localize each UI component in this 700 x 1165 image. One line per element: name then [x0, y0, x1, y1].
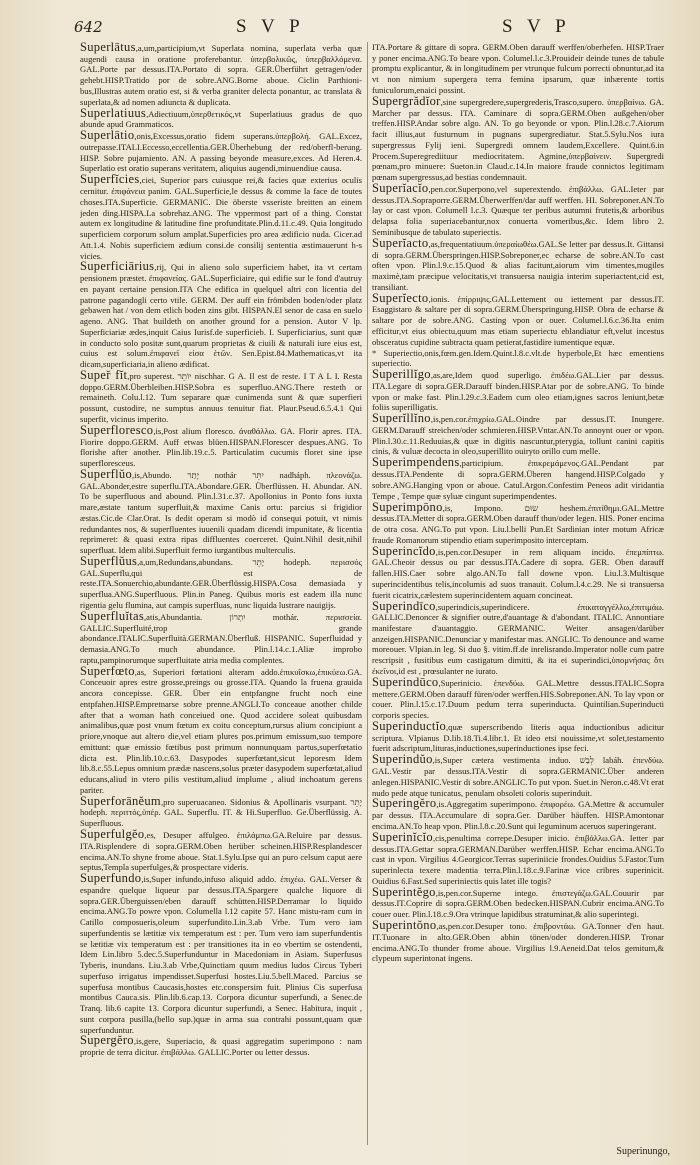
entry-text: ,participium. ἐπικρεμάμενος.GAL.Pendant par dessus.ITA.Pendente di sopra.GERM.Überen hangend.HISP.Colgado y sobre.ANG.Hanging vpon or aboue. Catul.Argon.Confestim Peneos adit viridantia Tempe , Tempe quæ syluæ cingunt superimpendentes.	[372, 458, 664, 501]
entry-headword: Superindīco	[372, 598, 436, 613]
dictionary-entry	[372, 348, 664, 369]
entry-headword: Superfundo	[80, 871, 142, 886]
dictionary-entry	[372, 829, 664, 887]
dictionary-entry	[80, 105, 362, 130]
dictionary-entry	[372, 42, 664, 96]
left-running-head: S V P	[236, 16, 305, 37]
dictionary-entry	[372, 718, 664, 754]
dictionary-entry	[80, 873, 362, 1035]
entry-text: ,rij, Qui in alieno solo superficiem habet, ita vt certam pensionem præstet. ἐπιφανείας. GAL.Superficiaire, qui edifie sur le fond d'autruy en payant certaine pension.ITA Che edifica in quelquel altri con licentia del patrone pagandogli certo vtile. GERM. Der auff ein frömbden boden/oder platz gebawen hat / von dem etlich boden zins gibt. HISPAN.El senor de casa en suelo ageno. ANG. That buildeth on another ground for a pension. Autor V lp. Superficiariæ ædes,inquit Caius Iurisf.de superficieb. I. Superficiarius, sunt quæ in conducto solo positæ sunt,quarum proprietas & ciuili & naturali iure eius est, cuius est solum.ἐπιφανεῖ εἰσα ἐτῶν. Sen.Epist.84.Mathematicas,vt ita dicam,superficiaria,in alieno ædificat.	[80, 262, 362, 370]
page-header	[60, 14, 676, 40]
entry-text: ,as,are,Idem quod superligo. ἐπιδέω.GAL.Lier par dessus. ITA.Legare di sopra.GER.Darauff binden.HISP.Atar por de sobre.ANG. To binde vpon or make fast. Plin.l.29.c.3.Eadem cum oleo etiam,ignes sacros leniunt,betæ foliis superilligatis.	[372, 370, 664, 413]
entry-text: ITA.Portare & gittare di sopra. GERM.Oben darauff werffen/oberhefen. HISP.Traer y poner encima.ANG.To beare vpon. Columel.l.c.3.Prouideir deinde tunes de tabule promptu explicantur, & in longitudinem per vtrunque fulcum porrecti obnuntur,ad ita vt non nimium supergera terra femina ipsarum, quæ inhærente tortis funiculorum,enaici possint.	[372, 42, 664, 95]
dictionary-entry	[372, 413, 664, 457]
entry-text: ,Adiectiuum,ὑπερθετικός,vt Superlatiuus gradus de quo abunde apud Grammaticos.	[80, 108, 362, 130]
entry-headword: Superfĭcies	[80, 172, 140, 187]
entry-headword: Superintŏno	[372, 918, 437, 933]
entry-text: ,is.Aggregatim superimpono. ἐπιφορέω. GA.Mettre & accumuler par dessus. ITA.Accumulare di sopra.Ger. Darüber häuffen. HISP.Amontonar encima.AN.To heap vpon. Plin.l.8.c.20.Sunt qui leguminum aceruos superingerant.	[372, 799, 664, 831]
entry-headword: Superintĕgo	[372, 884, 436, 899]
column-divider	[367, 42, 368, 1145]
entry-headword: Superĭacto	[372, 235, 429, 250]
entry-text: ,is,Super infundo,infuso aliquid addo. ἐπιχέω. GAL.Verser & espandre quelque liqueur par dessus.ITA.Spargere qualche liquore di sopra.GER.Überguissen/eben darauff schütten.HISP.Derramar lo liquido encima.ANG.To powre vpon. Columella l.12 capite 57. Hanc mistu-ram cum in Catillo composueris,oleum superfundito.Lin.3.ab Vrbe. Tum vero iam superfundentis se lætitiæ vix temperatum est : per. Tum vero iam superfundentis se lætitiæ vix temperatum est : per transitiones ita in eo vbertim se ostendenti, Idem Lin.libro 5.dec.5.Superfunduntur in Macedoniam in Asiam. Superfusus Tyberis, inundans. Liu.3.ab Vrbe,Quinctiam quum medius ludos Circus Tyberi superfuso irrigatus impendisset.Superfusi hostes.Liu.5.bell.Maced. Parcius se superfusa montibus Caucasis,hostes etc.conspersim fuit. Plinius Cis superfusa montibus Cauca.sis. Plin.lib.6.cap.13. Corpora dicuntur superfundi, a Senec.de Tranq. lib.6 capite 13. Corpora dicuntur superfundi, a Senec. Habitura, inquit , sunt corpora pusilla,(bello sup.)quæ in arma sua contrahi possunt,quam quæ superfunduntur.	[80, 874, 362, 1035]
entry-text: ,pro superest. יוֹתֵר nischhar. G A. Il est de reste. I T A L I. Resta doppo.GERM.Überbleiben.HISP.Sobra es superfluo.ANG.There resteth or remaineth. Colu.l.12. Tum separare quæ cunimenda sunt & quæ superfieri possunt, custodire, ne sumptus annuus tenuitur fiat. Plaur.Pseud.6.5.4.1 Qui superfit, vicinus imperito.	[80, 370, 362, 424]
dictionary-entry	[372, 543, 664, 601]
entry-text: ,a,um,Redundans,abundans. יָתֵר hodeph. περισσός GAL.Superflu,qui est de reste.ITA.Sonuerchio,abundante.GER.Überflüssig.HISPA.Cosa demasiada y superflua.ANG.Superfluous. Plin.in Paneg. Quibus moris est eadem illa nunc rigentia gelu flumina, aut campis superfluas, nunc liquida lustrare nauigijs.	[80, 557, 362, 610]
entry-text: ,ionis. ἐπίρριψις.GAL.Lettement ou iettement par dessus.IT. Esaggistaro & saltare per di sopra.GERM.Überspringung.HISP. Obra de echarse & saltare por de sobre.ANG. Casting vpon or ouer. Columel.l.6.c.36.Ita enim efficitur,vt eius obiectu,quum mas etiam superiectu eblandiatur eft,velut incestus obsceratus cupidine subtracta quam petierat,fastidire iumentique equæ.	[372, 293, 664, 347]
entry-text: ,is,Super cætera vestimenta induo. לְבַשׁ labáh. ἐπενδύω. GAL.Vestir par dessus.ITA.Vestir di sopra.GERMANIC.Über anderen anlegen.HISPANIC.Vestir di sobre.ANGLIC.To put vpon. Suet.in Neron.c.48.Vt erat nudo pede atque tunicatus, penulam obsoleti coloris superinduit.	[372, 755, 664, 798]
dictionary-entry	[80, 556, 362, 611]
dictionary-entry	[80, 174, 362, 261]
entry-headword: Superimpendens	[372, 455, 460, 470]
entry-headword: Superĭacĭo	[372, 180, 429, 195]
entry-headword: Supergĕro	[80, 1033, 134, 1048]
dictionary-entry	[80, 422, 362, 469]
entry-text: ,is,Abundo. יָתַר nothár יִתֵּר nadháph. πλεονάζω. GAL.Abonder,estre superflu.ITA.Abondare.GER. Überflüssen. H. Abundar. AN. To be superfluous and abound. Plin.l.31.c.37. Apollonius in Ponto fons iuxta mare,æstate tantum superfluit,& maxime Canis ortu: parcius si frigidior æstas.Cic.de Clar.Orat. Is dedit operam si modò id consequi potuit, vt nimis redundantes nos, & superfluentes iuuenili quadam dicendi impunitate, & licentia reprimeret: & quasi extra ripas diffluentes coerceret. Quint.Nihil desit,nihil superfluat. Idem alibi.Superfluit fermo iurgantibus multerculis.	[80, 469, 362, 556]
entry-headword: Superfloresco	[80, 422, 154, 437]
entry-headword: Superingĕro	[372, 796, 437, 811]
dictionary-entry	[372, 674, 664, 721]
entry-headword: Superinductĭo	[372, 718, 447, 733]
entry-headword: Superfœto	[80, 663, 135, 678]
dictionary-entry	[80, 466, 362, 556]
right-column	[372, 42, 664, 1150]
entry-headword: Superlātus	[80, 42, 136, 54]
entry-headword: Superillĭgo	[372, 367, 431, 382]
entry-text: ,is,Post alium floresco. ἀναθάλλω. GA. Florir apres. ITA. Fiorire doppo.GERM. Auff etwas blüen.HISPAN.Florescer despues.ANG. To florishe after another. Plin.lib.19.c.5. Particulatim cucumis floret sine ipse superfloresceus.	[80, 425, 362, 469]
dictionary-entry	[372, 920, 664, 964]
entry-text: ,is,pen.cor.Desuper in rem aliquam incido. ἐπεμπίπτω. GAL.Cheoir dessus ou par dessus.ITA.Cadere di sopra. GER. Oben darauff fallen.HIS.Caer sobre algo.AN.To fall downe vpon. Liu.l.3.Multisque superincidentibus telis,incolumis ad suos tranauit. Colum.l.4.c.29. Ne si transuersa fuerit cicatrix,cælestem superincidentem aquam concineat.	[372, 546, 664, 600]
entry-text: ,superindicis,superindicere. ἐπικαταγγέλλω,ἐπιτιμάω. GALLIC.Denoncer & signifier outre,d'auantage & d'abondant. ITALIC. Annontiare manifestare d'auantaggio. GERMANIC. Weiter ansagen/darüber anzeigen.HISPANIC.Denunciar y manifestar mas. ANGLIC. To denounce and warne moreouer. Vlpian.in leg. Si duo §. vitim.ff.de inrelisrando.Imperator nolle cum patre rescripsit , fusitibus eum castigatum dimitti, & ita ei superindici,ὑπομνήσας ὅτι ἐκεῖνοι,id est , prœsulanter ne iurato.	[372, 601, 664, 676]
dictionary-entry	[80, 793, 362, 829]
dictionary-entry	[372, 754, 664, 798]
page-number: 642	[74, 18, 103, 36]
entry-text: ,is,gere, Superiacio, & quasi aggregatim superimpono : nam proprie de terra dicitur. ἐπιβάλλω. GALLIC.Porter ou letter dessus.	[80, 1036, 362, 1058]
entry-headword: Superflŭus	[80, 554, 138, 569]
entry-headword: Superĭecto	[372, 290, 429, 305]
dictionary-entry	[372, 93, 664, 183]
entry-text: ,sine supergredere,supergrederis,Trasco,supero. ὑπερβαίνω. GA. Marcher par dessus. ITA. Caminare di sopra.GERM.Oben außgehen/ober treffen.HISP.Andar sobre algo. AN. To go beyonde or vpon. Plin.l.28.c.7.Aiorum facit illius,aut fusturnum in pugnans supergrediatur. Stat.5.Sylu.Nos iura supergressus Fylij ieni. Supergredi omnem laudem,Excellere. Quint.6.in Procem.Superegrediituur mediocritatem. Agmine,ὑπερβαίνειν. Supergredi pœnam,pro minuere: Sueton.in Claud.c.14.In maiore fraude connictos legitimam pœnam supergressus,ad bestias condemnauit.	[372, 96, 664, 182]
entry-text: ,es, Desuper affulgeo. ἐπιλάμπω.GA.Reluire par dessus. ITA.Risplendere di sopra.GERM.Oben herüber scheinen.HISP.Resplandescer encima.AN.To shyne frome aboue. Stat.1.Sylu.Ipse qui an puro celsum caput aere septus,Templa superfulges,& prospectare videris.	[80, 830, 362, 873]
entry-text: ,as,frequentatiuum.ὑπεραίωθέω.GAL.Se letter par dessus.It. Gittansi di sopra.GERM.Überspringen.HISP.Sobreponer,ec echarse de sobre.AN.To cast often vpon. Plin.l.9.c.15.Quod & alias facitunt,aiorum vim timentes,mugiles maximè,tam præcipue velocitatis,vt transuersa nauigia interim superiactent,cid est, transiliant.	[372, 238, 664, 292]
entry-text: ,is, Impono. שׂוּם heshem.ἐπιτίθημι.GAL.Mettre dessus.ITA.Metter di sopra.GERM.Oben darauff thun/oder legen. HIS. Poner encima de otra cosa. ANG.To put vpon. Liu.l.belli Pun.Et Sardinian inter motum Africæ fraude Romanorum stipendio etiam superimposito interceptam.	[372, 502, 664, 545]
entry-text: ,is,pen.cor.ἐπιχρίω.GAL.Oindre par dessus.IT. Inungere. GERM.Darauff streichen/oder schmieren.HISP.Vntar.AN.To annoynt ouer or vpon. Plin.l.30.c.11.Reduuias,& quæ in digitis nascuntur,pterygia, tollunt canini capitis cinis, & vuluæ decocta in oleo,superillito ouiryto orillo cum melle.	[372, 414, 664, 457]
entry-text: ,as, Superiori fœtationi alteram addo.ἐπικυΐσκω,ἐπικύεω.GA. Conceuoir apres estre grosse,preings ou grosse.ITA. Quando la fruena grauida ancora concepisse. GER. Über ein entpfangne frucht noch eine entpfahen.HISP.Empretnarse sobre prenne.ANGLI.To conceaue another childe after that a woman hath conceiued one. Quod accidere soleat quibusdam animalibus,quæ post vnum fœtum ex coitu conceptum,rursus alium concipiunt a priore,vnoque aut altero die,vel etiam plures pos.primum emissum,suo tempore emittunt: quæ emissio fœtibus post primum nonnunquam partus,superfœtatio dicta est. Plin.lib.10.c.63. Dasypodes superfœtant,sicut leporesm Idem lib.8.c.55.Lepus omnium prædæ nascens,solus præter dasypodem superfœtat,aliud educans,aliud in vtero pilis vestitum,aliud implume , aliud inchoatum gerens pariter.	[80, 666, 362, 795]
dictionary-entry	[80, 261, 362, 369]
entry-headword: Superindūco	[372, 674, 439, 689]
entry-headword: Superficiārius	[80, 259, 155, 274]
entry-headword: Superindŭo	[372, 752, 433, 767]
entry-text: ,quæ superscribendo literis aqua inductionibus adicitur scriptura. Vlpianus D.lib.18.Ti.4.libr.1. Et ideo etsi nouissime,vt solet,testamento fuerit adscriptum,lituras,inductiones,superinductiones ipse feci.	[372, 721, 664, 754]
entry-text: ,ciei, Superior pars cuiusque rei,& facies quæ exterius oculis cernitur. ἐπιφάνεια panim. GAL.Superficie,le dessus & comme la face de toutes choses.ITA.Superficie. GERMANIC. Die öberste vsseriste breitten an einem jeden ding.HISPA.La sobrehaz.ANG. The vppermost part of a thing. Constat autem ex longitudine & latitudine fine profunditate.Plin.d.11.c.49. Quia longitudo superficiem corporum solum amplat.Superficies pro area ædificio nuda. Cicer.ad Att.1.4. Nobis superficiem ædium consi.de consilij sententia æstimauerunt h-s vicies.	[80, 175, 362, 261]
dictionary-entry	[372, 598, 664, 677]
entry-headword: Supeř fĭt	[80, 367, 128, 382]
catchword: Superinungo,	[616, 1146, 670, 1157]
dictionary-entry	[372, 235, 664, 293]
entry-headword: Superincĭdo	[372, 543, 436, 558]
dictionary-entry	[80, 1035, 362, 1057]
entry-text: ,Superinicio. ἐπενδύω. GAL.Mettre dessus.ITALIC.Sopra mettere.GERM.Oben darauff füren/oder werffen.HIS.Sobreponer.AN. To lay vpon or couer. Plin.l.15.c.17.Duum pedum terra superinducta. Quintilian.Superinducti corporis species.	[372, 677, 664, 721]
dictionary-entry	[372, 798, 664, 831]
dictionary-entry	[372, 884, 664, 920]
entry-headword: Superlātio	[80, 128, 135, 143]
dictionary-entry	[372, 290, 664, 348]
entry-headword: Superimpōno	[372, 499, 443, 514]
entry-text: ,atis,Abundantia. יִתְרוֹן mothár. περισσεία. GALLIC.Superfluité,trop grande abondance.ITALIC.Superfluità.GERMAN.Überfluß. HISPANIC. Superfluidad y demasia.ANG.To much abundance. Plin.l.14.c.1.Aliæ improbo raptu,pampinorumque superfluitate atria media complentes.	[80, 611, 362, 665]
entry-headword: Superforānĕum	[80, 793, 161, 808]
entry-headword: Superfulgĕo	[80, 827, 145, 842]
entry-text: ,a,um,participium,vt Superlata nomina, superlata verba quæ augendi causa in oratione proferebantur. ὑπερβολικῶς, ὑπερβαλλόμενα. GAL.Porte par dessus.ITA.Portato di sopra. GER.Überführt getragen/oder gehebt.HISP.Tratido por de sobre.ANG.Borne aboue. Ciclin Parthioni-bus,Illustras autem oratio est, si & verba graniter delecta ponantur, ac translata & superlata,& ad nomen adiuncta & duplicata.	[80, 43, 362, 107]
dictionary-entry	[80, 829, 362, 873]
dictionary-entry	[372, 180, 664, 238]
entry-text: ,pro superuacaneo. Sidonius & Apollinaris vsurpant. יָתֵר hodeph. περιττός,ὑπέρ. GAL. Superflu. IT. & Hi.Superfluo. Ge.Überflüssig. A. Superfluous.	[80, 796, 362, 829]
dictionary-entry	[372, 457, 664, 501]
dictionary-entry	[80, 663, 362, 796]
right-running-head: S V P	[502, 16, 571, 37]
dictionary-entry	[372, 369, 664, 413]
entry-text: ,is,pen.cor.Superne intego. ἐπιστεγάζω.GAL.Couurir par dessus.IT.Coprire di sopra.GERM.Oben bedecken.HISPAN.Cubrir encima.ANG.To couer ouer. Plin.l.18.c.9.Ora vtrinque lapidibus stratuminat,& alio superintegi.	[372, 887, 664, 920]
entry-headword: Superinĭcĭo	[372, 829, 433, 844]
entry-headword: Superflŭo	[80, 466, 132, 481]
left-column	[80, 42, 362, 1150]
entry-headword: Superĭllĭno	[372, 411, 431, 426]
entry-headword: Superfluĭtas	[80, 608, 145, 623]
dictionary-entry	[372, 499, 664, 546]
entry-headword: Superlatiuus	[80, 105, 147, 120]
entry-text: ,onis,Excessus,oratio fidem superans.ὑπερβολή. GAL.Excez, outrepasse.ITALI.Eccesso,eccellentia.GER.Überhebung der red/oberfl-berung. HISP. Sobre pujamiento. AN. A passing beyonde measure,exces. Ad Heren.4. Superlatio est oratio superans veritatem, aliquius augendi,minuendiue causa.	[80, 131, 362, 174]
dictionary-entry	[80, 42, 362, 107]
dictionary-entry	[80, 130, 362, 174]
entry-text: ,as,pen.cor.Desuper tono. ἐπιβροντάω. GA.Tonner d'en haut. IT.Tuonare in alto.GER.Oben abhin tönen/oder donderen.HISP. Tronar encima.ANG.To thunder frome aboue. Virgilius l.9.Aeneid.Dat telos gemitum,& clypeum superintonat ingens.	[372, 921, 664, 964]
entry-text: ,pen.cor.Superpono,vel superextendo. ἐπιβάλλω. GAL.Ieter par dessus.ITA.Sopraporre.GERM.Überwerffen/dar auff werffen. HI. Sobreponer.AN.To lay or cast vpon. Columell l.c.3. Quæque ter peribus autumni frutetis,& arboribus delapsa folia superiacebantur,nox conuerta vomeribus,&c. Idem libro 2. Seminibusque de tabulato superiectis.	[372, 183, 664, 237]
dictionary-entry	[80, 608, 362, 666]
entry-headword: Supergrădĭor	[372, 93, 441, 108]
dictionary-entry	[80, 367, 362, 425]
entry-text: ,cis,penultima correpe.Desuper inicio. ἐπιβάλλω.GA. Ietter par dessus.ITA.Gettar sopra.GERMAN.Darüber werffen.HISP. Echar encima.ANG.To cast in vpon. Virgilius 4.Georgicor.Terras superiniicie frondes.Ouidius 5.Fastor.Tum superinlecta texere madentia terra.Plin.l.18.c.9.Farinæ vice cribres superinicit. Ouidius 6.Fast.Sed superiniectis quis latet ille togis?	[372, 832, 664, 886]
entry-text: * Superiectio,onis,fœm.gen.Idem.Quint.l.8.c.vlt.de hyperbole,Et hæc ementiens superiectio.	[372, 347, 664, 369]
